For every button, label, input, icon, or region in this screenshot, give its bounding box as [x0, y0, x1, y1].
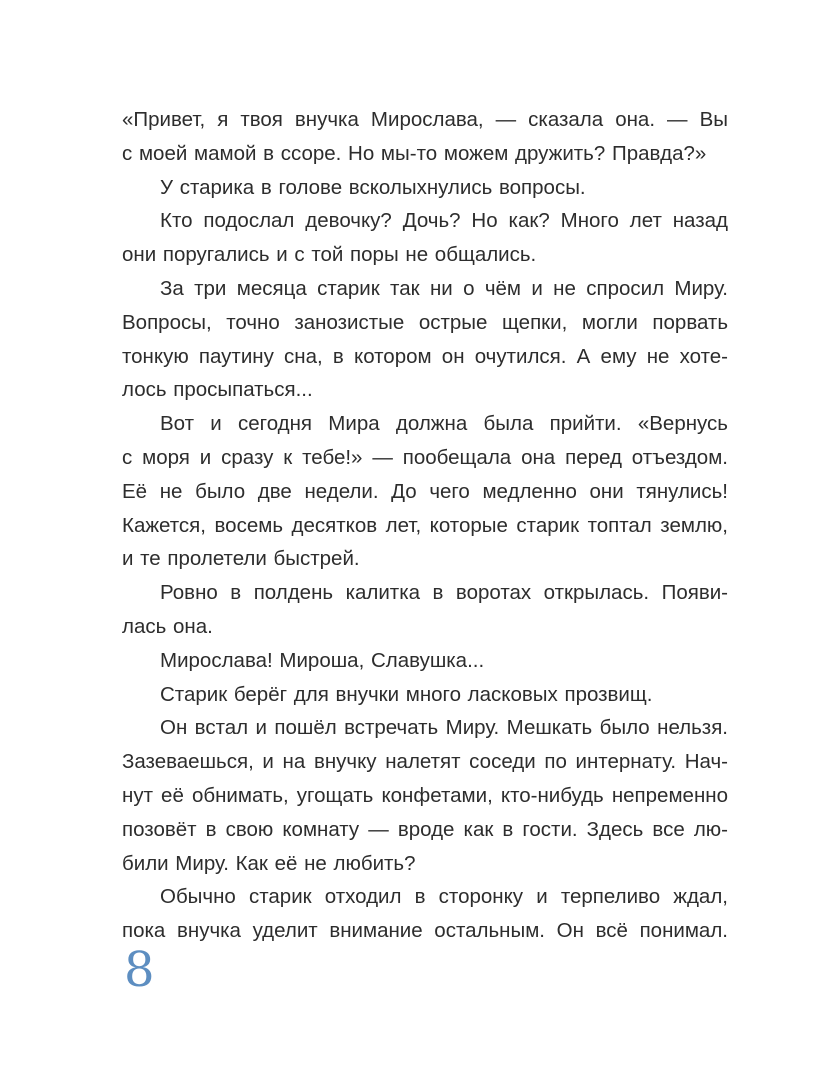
text-line: Мирослава! Мироша, Славушка... [160, 648, 485, 672]
text-line: били Миру. Как её не любить? [122, 851, 416, 875]
text-line: У старика в голове всколыхнулись вопросы. [160, 175, 586, 199]
text-line: тонкую паутину сна, в котором он очутился. А ему не хоте- [122, 344, 728, 368]
text-line: Старик берёг для внучки много ласковых прозвищ. [160, 682, 653, 706]
text-line: позовёт в свою комнату — вроде как в гости. Здесь все лю- [122, 817, 728, 841]
page-text-block [122, 103, 728, 948]
text-line: лась она. [122, 614, 213, 638]
text-line: Кто подослал девочку? Дочь? Но как? Много лет назад [160, 209, 728, 233]
text-line: Кажется, восемь десятков лет, которые старик топтал землю, [122, 513, 728, 537]
text-line: с моей мамой в ссоре. Но мы-то можем дружить? Правда?» [122, 141, 707, 165]
text-line: Обычно старик отходил в сторонку и терпеливо ждал, [160, 885, 728, 909]
text-line: За три месяца старик так ни о чём и не спросил Миру. [160, 276, 728, 300]
text-line: лось просыпаться... [122, 378, 313, 402]
text-line: Её не было две недели. До чего медленно они тянулись! [122, 479, 728, 503]
text-line: они поругались и с той поры не общались. [122, 243, 537, 267]
text-line: Зазеваешься, и на внучку налетят соседи по интернату. Нач- [122, 750, 728, 774]
text-line: с моря и сразу к тебе!» — пообещала она перед отъездом. [122, 445, 728, 469]
text-line: Вопросы, точно занозистые острые щепки, могли порвать [122, 310, 728, 334]
text-line: нут её обнимать, угощать конфетами, кто-нибудь непременно [122, 783, 728, 807]
text-line: пока внучка уделит внимание остальным. Он всё понимал. [122, 919, 728, 943]
text-line: «Привет, я твоя внучка Мирослава, — сказала она. — Вы [122, 108, 728, 131]
page-number: 8 [124, 942, 155, 998]
text-line: Он встал и пошёл встречать Миру. Мешкать было нельзя. [160, 716, 728, 740]
text-line: и те пролетели быстрей. [122, 547, 360, 571]
text-line: Вот и сегодня Мира должна была прийти. «Вернусь [160, 412, 728, 436]
text-line: Ровно в полдень калитка в воротах открылась. Появи- [160, 581, 728, 605]
